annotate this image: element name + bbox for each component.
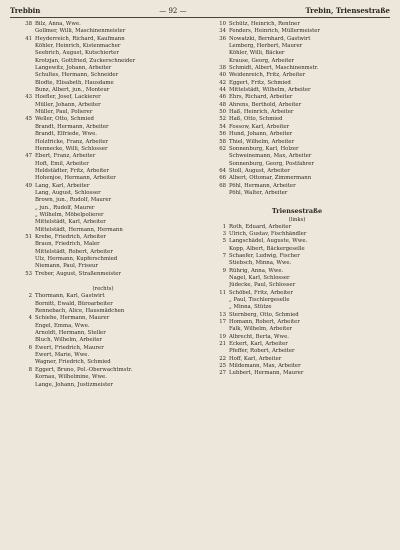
header-right: Trebin, Triensestraße	[305, 6, 390, 15]
directory-entry	[204, 334, 390, 341]
resident-text: Hoft, Emil, Arbeiter	[35, 160, 89, 167]
resident-text: Köhler, Willi, Bäcker	[229, 50, 285, 57]
house-number	[10, 330, 35, 337]
directory-entry	[204, 80, 390, 87]
directory-entry	[10, 330, 196, 337]
house-number	[10, 382, 35, 389]
house-number	[10, 102, 35, 109]
house-number	[10, 308, 35, 315]
house-number: 64	[219, 167, 226, 174]
resident-text: Niemann, Paul, Friseur	[35, 263, 99, 270]
resident-text: Lubbert, Hermann, Maurer	[229, 370, 304, 377]
directory-entry	[10, 323, 196, 330]
directory-entry	[204, 43, 390, 50]
house-number	[204, 190, 229, 197]
resident-text: Brandt, Hermann, Arbeiter	[35, 123, 109, 130]
resident-text: Lang, Karl, Arbeiter	[35, 182, 90, 189]
house-number: 1	[222, 223, 226, 230]
directory-entry	[204, 297, 390, 304]
directory-entry	[204, 146, 390, 153]
directory-entry	[10, 197, 196, 204]
house-number: 62	[219, 145, 226, 152]
resident-text: Nagel, Karl, Schlosser	[229, 275, 290, 281]
resident-text: Ulrich, Gustav, Fischhändler	[229, 230, 307, 237]
house-number	[10, 352, 35, 359]
street-heading: Triensestraße	[271, 206, 323, 215]
directory-entry	[204, 139, 390, 146]
resident-text: Ebert, Franz, Arbeiter	[35, 153, 96, 160]
house-number	[204, 348, 229, 355]
directory-entry	[204, 370, 390, 377]
directory-entry	[204, 94, 390, 101]
directory-entry	[10, 315, 196, 322]
resident-text: Haß, Heinrich, Arbeiter	[229, 109, 294, 116]
resident-text: Albert, Ottomar, Zimmermann	[229, 175, 312, 182]
directory-entry	[10, 234, 196, 241]
resident-text: Fenders, Heinrich, Müllermeister	[229, 28, 320, 35]
house-number	[10, 227, 35, 234]
page-header	[10, 6, 390, 18]
resident-text: Ehrs, Richard, Arbeiter	[229, 94, 293, 101]
resident-text: Braun, Friedrich, Maler	[35, 241, 100, 248]
resident-text: Schaefer, Ludwig, Fischer	[229, 252, 300, 259]
directory-entry	[10, 249, 196, 256]
resident-text: Ulz, Hermann, Kupferschmied	[35, 256, 118, 262]
resident-text: Haß, Otto, Schmied	[229, 116, 283, 123]
resident-text: Eckert, Karl, Arbeiter	[229, 341, 288, 348]
resident-text: Bluch, Wilhelm, Arbeiter	[35, 337, 103, 344]
directory-entry	[204, 87, 390, 94]
house-number	[10, 146, 35, 153]
house-number: 3	[222, 230, 226, 237]
house-number: 38	[219, 65, 226, 72]
directory-entry	[204, 312, 390, 319]
directory-entry	[204, 102, 390, 109]
resident-text: Schütz, Heinrich, Rentner	[229, 21, 300, 27]
house-number	[10, 168, 35, 175]
house-number: 41	[25, 35, 32, 42]
resident-text: Brandt, Elfriede, Wwe.	[35, 131, 97, 138]
house-number	[204, 153, 229, 160]
side-subheading: (rechts)	[92, 286, 114, 293]
house-number: 19	[219, 333, 226, 340]
house-number	[10, 263, 35, 270]
resident-text: Treber, August, Straßenmeister	[35, 270, 121, 277]
directory-entry	[10, 124, 196, 131]
resident-text: Bilz, Anna, Wwe.	[35, 21, 81, 27]
resident-text	[35, 278, 196, 285]
resident-text: Homann, Robert, Arbeiter	[229, 319, 300, 326]
directory-entry	[10, 205, 196, 212]
house-number	[10, 87, 35, 94]
directory-entry	[10, 65, 196, 72]
resident-text: Wagner, Friedrich, Schmied	[35, 359, 111, 366]
house-number	[10, 278, 35, 285]
directory-entry	[10, 301, 196, 308]
directory-entry	[204, 260, 390, 267]
resident-text: Hohenjoe, Hermann, Arbeiter	[35, 175, 116, 182]
resident-text: Holzfricke, Franz, Arbeiter	[35, 138, 109, 145]
directory-entry	[10, 256, 196, 263]
directory-entry	[10, 212, 196, 219]
resident-text: Pfeffer, Robert, Arbeiter	[229, 348, 295, 355]
house-number: 9	[222, 267, 226, 274]
resident-text: „ Wilhelm, Möbelpolierer	[35, 211, 104, 218]
house-number: 68	[219, 182, 226, 189]
directory-entry	[10, 80, 196, 87]
directory-entry	[204, 168, 390, 175]
house-number	[10, 205, 35, 212]
directory-entry	[204, 175, 390, 182]
resident-text: Sonnenburg, Georg, Postfahrer	[229, 160, 314, 167]
page-number: — 92 —	[159, 7, 187, 15]
directory-entry	[204, 246, 390, 253]
directory-entry	[204, 275, 390, 282]
directory-entry	[10, 131, 196, 138]
house-number: 42	[219, 79, 226, 86]
resident-text: Thormann, Karl, Gastwirt	[35, 293, 105, 300]
resident-text: Jüdecke, Paul, Schlosser	[229, 282, 296, 289]
house-number	[10, 256, 35, 263]
directory-entry	[10, 345, 196, 352]
directory-entry	[204, 72, 390, 79]
directory-entry	[204, 348, 390, 355]
directory-entry	[10, 87, 196, 94]
house-number: 10	[219, 21, 226, 27]
house-number	[10, 219, 35, 226]
directory-entry	[204, 183, 390, 190]
directory-entry	[10, 58, 196, 65]
directory-entry	[204, 124, 390, 131]
house-number	[10, 72, 35, 79]
directory-entry	[10, 28, 196, 35]
directory-entry	[10, 36, 196, 43]
directory-entry	[204, 153, 390, 160]
resident-text: Pöhl, Walter, Arbeiter	[229, 189, 288, 196]
house-number	[10, 28, 35, 35]
house-number: 2	[28, 293, 32, 300]
directory-entry	[10, 102, 196, 109]
resident-text: Roth, Eduard, Arbeiter	[229, 223, 292, 230]
directory-entry	[10, 278, 196, 285]
house-number	[10, 337, 35, 344]
resident-text: Mittelstädt, Robert, Arbeiter	[35, 248, 113, 255]
directory-entry	[204, 28, 390, 35]
directory-entry	[10, 374, 196, 381]
directory-entry	[10, 153, 196, 160]
house-number	[10, 359, 35, 366]
resident-text: Hennecke, Willi, Schlosser	[35, 145, 108, 152]
house-number: 54	[219, 123, 226, 130]
directory-entry	[204, 326, 390, 333]
house-number: 4	[28, 315, 32, 322]
directory-entry	[204, 21, 390, 28]
house-number	[10, 50, 35, 57]
house-number: 36	[219, 35, 226, 42]
directory-entry	[204, 363, 390, 370]
directory-entry	[204, 131, 390, 138]
resident-text: Seebrich, August, Kutschierter	[35, 50, 119, 57]
house-number	[10, 190, 35, 197]
house-number: 34	[219, 28, 226, 35]
resident-text: Nowatzki, Bernhard, Gastwirt	[229, 35, 311, 42]
resident-text: Albrecht, Berta, Wwe.	[229, 333, 289, 340]
resident-text: Sternberg, Otto, Schmied	[229, 311, 299, 318]
directory-entry	[10, 43, 196, 50]
resident-text: Ewert, Marie, Wwe.	[35, 352, 90, 359]
directory-entry	[10, 293, 196, 300]
resident-text: Ewert, Friedrich, Maurer	[35, 344, 104, 351]
house-number: 5	[222, 238, 226, 245]
house-number	[10, 323, 35, 330]
directory-entry	[204, 50, 390, 57]
house-number	[10, 65, 35, 72]
house-number: 56	[219, 131, 226, 138]
resident-text: Lang, August, Schlosser	[35, 189, 101, 196]
house-number	[204, 275, 229, 282]
house-number: 47	[25, 153, 32, 160]
resident-text: Schöbel, Fritz, Arbeiter	[229, 289, 293, 296]
house-number: 46	[219, 94, 226, 101]
directory-entry	[10, 94, 196, 101]
resident-text: Gollmer, Willi, Maschinenmeister	[35, 28, 126, 35]
directory-entry	[204, 238, 390, 245]
directory-entry	[204, 36, 390, 43]
resident-text: Rennebach, Alice, Hausmädchen	[35, 308, 125, 315]
house-number: 66	[219, 175, 226, 182]
house-number	[204, 197, 229, 204]
directory-entry	[10, 21, 196, 28]
resident-text: Stiebsch, Minna, Wwe.	[229, 260, 292, 267]
directory-entry	[10, 263, 196, 270]
resident-text: Heyderreich, Richard, Kaufmann	[35, 35, 125, 42]
house-number: 13	[219, 311, 226, 318]
resident-text: Weidenreich, Fritz, Arbeiter	[229, 72, 306, 79]
resident-text: Sonnenburg, Karl, Holzer	[229, 145, 299, 152]
directory-entry	[10, 116, 196, 123]
directory-entry	[10, 219, 196, 226]
resident-text: Lemberg, Herbert, Maurer	[229, 43, 303, 50]
resident-text: Mildemann, Max, Arbeiter	[229, 363, 301, 370]
resident-text: Müller, Paul, Polierer	[35, 109, 93, 116]
house-number	[204, 282, 229, 289]
house-number: 40	[219, 72, 226, 79]
house-number	[10, 212, 35, 219]
resident-text: Mittelstädt, Hermann, Hermann	[35, 226, 123, 233]
directory-entry	[204, 58, 390, 65]
directory-entry	[10, 352, 196, 359]
directory-entry	[204, 161, 390, 168]
directory-entry	[10, 161, 196, 168]
resident-text: Krebe, Friedrich, Arbeiter	[35, 233, 106, 240]
house-number: 49	[25, 182, 32, 189]
resident-text: Müller, Johann, Arbeiter	[35, 101, 101, 108]
side-subheading: (links)	[288, 216, 306, 223]
house-number: 58	[219, 138, 226, 145]
directory-entry	[204, 253, 390, 260]
directory-entry	[204, 116, 390, 123]
directory-entry	[10, 359, 196, 366]
house-number: 51	[25, 233, 32, 240]
resident-text: Schweinemann, Max, Arbeiter	[229, 153, 312, 160]
resident-text: Fossow, Karl, Arbeiter	[229, 123, 290, 130]
resident-text: Krause, Georg, Arbeiter	[229, 57, 295, 64]
directory-entry	[204, 290, 390, 297]
directory-entry	[204, 65, 390, 72]
house-number: 6	[28, 344, 32, 351]
resident-text: Blodte, Elisabeth, Hausdame	[35, 79, 114, 86]
directory-entry	[10, 146, 196, 153]
resident-text: Ahrens, Berthold, Arbeiter	[229, 101, 302, 108]
resident-text: Langewitz, Johann, Arbeiter	[35, 65, 112, 72]
house-number: 52	[219, 116, 226, 123]
house-number	[10, 43, 35, 50]
resident-text: Schultes, Hermann, Schneider	[35, 72, 119, 79]
resident-text: „ Paul, Tischlergeselle	[229, 297, 290, 304]
house-number: 38	[25, 21, 32, 27]
columns	[10, 21, 390, 389]
house-number	[10, 374, 35, 381]
house-number	[10, 139, 35, 146]
house-number: 27	[219, 370, 226, 377]
directory-entry	[10, 367, 196, 374]
resident-text: Hoff, Karl, Arbeiter	[229, 355, 282, 362]
directory-entry	[204, 197, 390, 204]
resident-text: Bornitt, Ewald, Büroarbeiter	[35, 300, 113, 307]
directory-entry	[10, 337, 196, 344]
directory-entry	[204, 282, 390, 289]
house-number	[10, 131, 35, 138]
house-number: 44	[219, 87, 226, 94]
house-number	[204, 297, 229, 304]
directory-entry	[10, 382, 196, 389]
house-number	[10, 58, 35, 65]
directory-entry	[10, 271, 196, 278]
resident-text: Arnoldt, Hermann, Steller	[35, 330, 106, 337]
house-number	[10, 301, 35, 308]
house-number	[204, 304, 229, 311]
resident-text: Thiel, Wilhelm, Arbeiter	[229, 138, 295, 145]
resident-text: Eggert, Fritz, Schmied	[229, 79, 291, 86]
house-number: 11	[219, 289, 226, 296]
house-number: 21	[219, 341, 226, 348]
house-number	[204, 43, 229, 50]
resident-text: Bunz, Albert, jun., Monteur	[35, 87, 110, 94]
directory-entry	[10, 227, 196, 234]
house-number	[204, 58, 229, 65]
header-left: Trebbin	[10, 6, 41, 15]
directory-entry	[10, 168, 196, 175]
resident-text: „ Minna, Stütze	[229, 304, 272, 311]
directory-entry	[204, 319, 390, 326]
house-number	[204, 260, 229, 267]
house-number: 48	[219, 101, 226, 108]
resident-text: Mittelstädt, Wilhelm, Arbeiter	[229, 87, 311, 94]
house-number	[10, 109, 35, 116]
resident-text: Falk, Wilhelm, Arbeiter	[229, 326, 293, 333]
resident-text: Engel, Emma, Wwe.	[35, 322, 90, 329]
resident-text: Langschädel, Auguste, Wwe.	[229, 238, 308, 245]
resident-text: Heldstädter, Fritz, Arbeiter	[35, 167, 110, 174]
resident-text: Stoll, August, Arbeiter	[229, 167, 290, 174]
resident-text: Weller, Otto, Schmied	[35, 116, 94, 123]
directory-entry	[10, 308, 196, 315]
resident-text: Hund, Johann, Arbeiter	[229, 131, 293, 138]
resident-text: Eggert, Bruno, Pol.-Oberwachtmstr.	[35, 366, 133, 373]
directory-entry	[10, 190, 196, 197]
house-number	[10, 241, 35, 248]
directory-entry	[204, 356, 390, 363]
directory-entry	[204, 304, 390, 311]
resident-text: Kopp, Albert, Bäckergeselle	[229, 245, 305, 252]
resident-text: Mittelstädt, Karl, Arbeiter	[35, 219, 106, 226]
house-number	[204, 161, 229, 168]
house-number: 43	[25, 94, 32, 101]
resident-text: Brown, jun., Rudolf, Maurer	[35, 197, 112, 204]
resident-text: Hoefler, Josef, Lackierer	[35, 94, 101, 101]
directory-entry	[10, 109, 196, 116]
directory-entry	[10, 139, 196, 146]
house-number	[204, 246, 229, 253]
resident-text	[229, 197, 390, 204]
house-number: 50	[219, 109, 226, 116]
directory-entry	[10, 183, 196, 190]
resident-text: Rührig, Anna, Wwe.	[229, 267, 284, 274]
directory-entry	[10, 72, 196, 79]
house-number: 25	[219, 363, 226, 370]
house-number	[204, 326, 229, 333]
directory-entry	[204, 190, 390, 197]
directory-entry	[204, 224, 390, 231]
house-number: 53	[25, 270, 32, 277]
house-number: 17	[219, 319, 226, 326]
resident-text: Köhler, Heinrich, Kistenmacher	[35, 43, 121, 50]
resident-text: Schmidt, Albert, Maschinenmstr.	[229, 65, 319, 72]
house-number	[10, 175, 35, 182]
directory-entry	[204, 109, 390, 116]
house-number: 45	[25, 116, 32, 123]
directory-entry	[204, 231, 390, 238]
directory-entry	[204, 341, 390, 348]
resident-text: Kornau, Wilhelmine, Wwe.	[35, 374, 107, 381]
directory-entry	[204, 268, 390, 275]
house-number	[204, 50, 229, 57]
right-column	[204, 21, 390, 389]
house-number	[10, 80, 35, 87]
resident-text: „ jun., Rudolf, Maurer	[35, 204, 95, 211]
house-number: 22	[219, 355, 226, 362]
directory-entry	[10, 50, 196, 57]
house-number	[10, 161, 35, 168]
house-number	[10, 124, 35, 131]
house-number: 8	[28, 366, 32, 373]
directory-entry	[10, 241, 196, 248]
house-number: 7	[222, 252, 226, 259]
resident-text: Krotzjan, Gottfried, Zuckerschneider	[35, 57, 136, 64]
resident-text: Schiehe, Hermann, Maurer	[35, 315, 110, 322]
house-number	[10, 249, 35, 256]
resident-text: Lange, Johann, Justizmeister	[35, 381, 113, 388]
left-column	[10, 21, 196, 389]
directory-entry	[10, 175, 196, 182]
resident-text: Pöhl, Hermann, Arbeiter	[229, 182, 296, 189]
house-number	[10, 197, 35, 204]
